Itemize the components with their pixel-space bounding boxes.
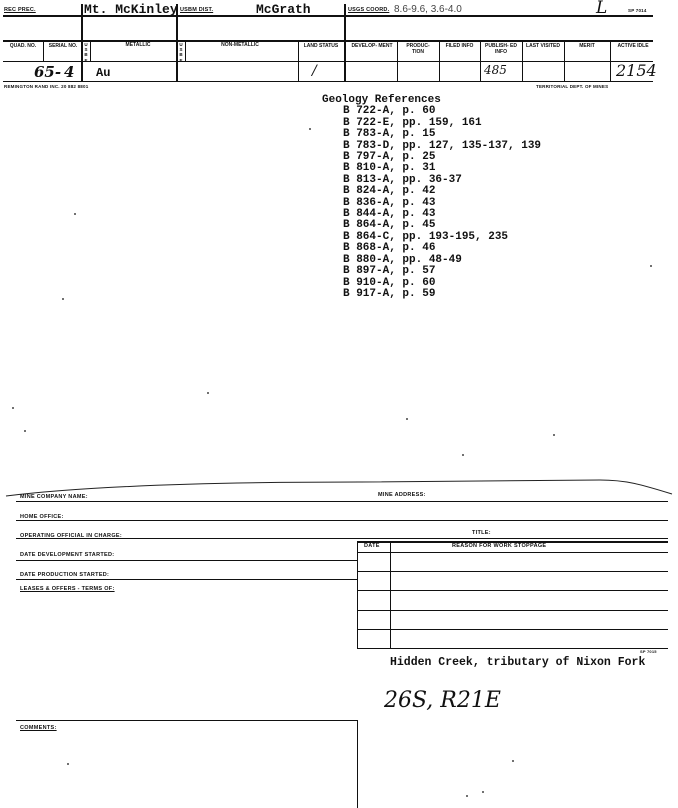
published-info-label: PUBLISH- ED INFO	[485, 43, 517, 55]
published-info-value: 485	[484, 63, 507, 77]
mine-name: Mt. McKinley	[84, 2, 178, 17]
merit-label: MERIT	[579, 43, 595, 49]
title-label: TITLE:	[472, 530, 491, 536]
reference-item: B 868-A, p. 46	[343, 242, 436, 255]
development-label: DEVELOP- MENT	[351, 43, 393, 49]
geology-references	[322, 95, 541, 300]
usgs-coord-label: USGS COORD.	[348, 7, 390, 13]
reference-item: B 864-A, p. 45	[343, 219, 436, 232]
leases-label: LEASES & OFFERS - TERMS OF:	[20, 586, 115, 592]
form-top-edge	[0, 474, 678, 500]
scan-speck	[466, 795, 468, 797]
scan-speck	[512, 760, 514, 762]
land-status-value: /	[312, 63, 317, 79]
district-name: McGrath	[256, 2, 311, 17]
date-production-label: DATE PRODUCTION STARTED:	[20, 572, 110, 578]
references-title: Geology References	[322, 94, 441, 106]
home-office-label: HOME OFFICE:	[20, 514, 64, 520]
scan-speck	[207, 392, 209, 394]
reference-item: B 864-C, pp. 193-195, 235	[343, 230, 509, 243]
usbe-label-nonmetallic: U S B E	[179, 42, 183, 63]
reference-item: B 783-D, pp. 127, 135-137, 139	[343, 139, 542, 152]
production-label: PRODUC- TION	[406, 43, 430, 55]
serial-no-label: SERIAL NO.	[48, 43, 78, 49]
corner-mark: L	[596, 0, 608, 18]
printer-line: REMINGTON RAND INC. 20 882 8801	[4, 84, 89, 89]
township-range: 26S, R21E	[384, 688, 501, 713]
scan-speck	[482, 791, 484, 793]
date-col-label: DATE	[364, 543, 380, 549]
reference-item: B 880-A, pp. 48-49	[343, 253, 462, 266]
filed-info-label: FILED INFO	[445, 43, 474, 49]
record-number: 2154	[616, 61, 657, 80]
reference-item: B 824-A, p. 42	[343, 185, 436, 198]
usbm-dist-label: USBM DIST.	[180, 7, 214, 13]
date-development-label: DATE DEVELOPMENT STARTED:	[20, 552, 115, 558]
reference-item: B 910-A, p. 60	[343, 276, 436, 289]
scan-speck	[462, 454, 464, 456]
reason-label: REASON FOR WORK STOPPAGE	[452, 543, 547, 549]
location-text: Hidden Creek, tributary of Nixon Fork	[390, 656, 646, 669]
operating-official-label: OPERATING OFFICIAL IN CHARGE:	[20, 533, 122, 539]
reference-item: B 897-A, p. 57	[343, 265, 436, 278]
form-number-top: SP 7014	[628, 8, 647, 13]
serial-no-value: 4	[64, 63, 75, 81]
reference-item: B 836-A, p. 43	[343, 196, 436, 209]
reference-item: B 797-A, p. 25	[343, 151, 436, 164]
reference-item: B 813-A, pp. 36-37	[343, 173, 462, 186]
reference-item: B 810-A, p. 31	[343, 162, 436, 175]
quad-no-label: QUAD. NO.	[9, 43, 37, 49]
scan-speck	[309, 128, 311, 130]
scan-speck	[62, 298, 64, 300]
usgs-coordinates: 8.6-9.6, 3.6-4.0	[394, 4, 462, 15]
active-idle-label: ACTIVE IDLE	[617, 43, 649, 49]
department-label: TERRITORIAL DEPT. OF MINES	[536, 84, 609, 89]
land-status-label: LAND STATUS	[303, 43, 339, 49]
nonmetallic-label: NON-METALLIC	[221, 42, 259, 48]
scan-speck	[650, 265, 652, 267]
reference-item: B 917-A, p. 59	[343, 287, 436, 300]
quad-no-value: 65-	[34, 63, 62, 81]
reference-item: B 844-A, p. 43	[343, 208, 436, 221]
form-number-bottom: SP 7015	[640, 649, 657, 654]
metallic-value: Au	[96, 66, 111, 80]
scan-speck	[12, 407, 14, 409]
scan-speck	[67, 763, 69, 765]
reference-item: B 722-E, pp. 159, 161	[343, 116, 482, 129]
scan-speck	[74, 213, 76, 215]
comments-label: COMMENTS:	[20, 725, 57, 731]
reference-item: B 783-A, p. 15	[343, 128, 436, 141]
last-visited-label: LAST VISITED	[526, 43, 560, 49]
reference-item: B 722-A, p. 60	[343, 105, 436, 118]
mine-company-name-label: MINE COMPANY NAME:	[20, 494, 88, 500]
metallic-label: METALLIC	[125, 42, 151, 48]
scan-speck	[406, 418, 408, 420]
usbe-label-metallic: U S B E	[84, 42, 88, 63]
mine-address-label: MINE ADDRESS:	[378, 492, 426, 498]
rec-prec-label: REC PREC.	[4, 7, 36, 13]
scan-speck	[24, 430, 26, 432]
scan-speck	[553, 434, 555, 436]
